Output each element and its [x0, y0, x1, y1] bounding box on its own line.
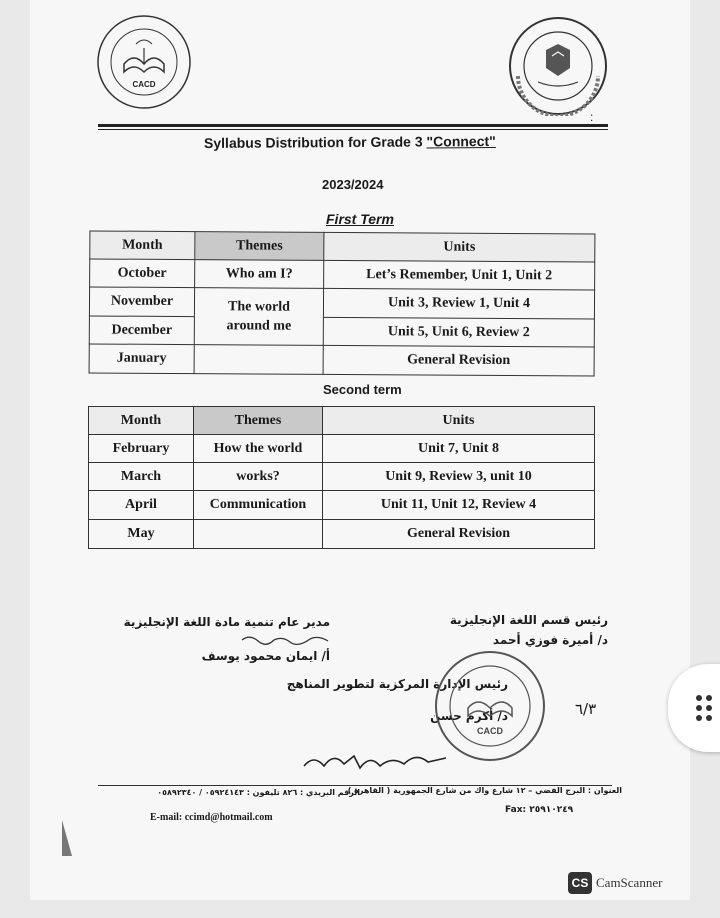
theme-cell-empty [194, 520, 323, 549]
header-units: Units [323, 407, 595, 435]
theme-line: The world [228, 299, 290, 315]
stamp-label: CACD [477, 726, 503, 736]
table-row [90, 259, 595, 290]
units-cell: General Revision [323, 345, 594, 376]
theme-cell: Communication [194, 491, 323, 520]
units-cell: Unit 9, Review 3, unit 10 [323, 463, 595, 491]
table-header-row [90, 231, 595, 262]
units-cell: Unit 7, Unit 8 [323, 435, 595, 463]
signature-title: مدير عام تنمية مادة اللغة الإنجليزية [123, 615, 330, 629]
units-cell: Let’s Remember, Unit 1, Unit 2 [324, 260, 595, 290]
month-cell: February [89, 435, 194, 463]
first-term-heading: First Term [326, 211, 394, 227]
signature-block-left [120, 612, 330, 666]
grid-dots-icon [695, 694, 713, 722]
month-cell: December [89, 316, 194, 345]
signature-title: رئيس قسم اللغة الإنجليزية [449, 613, 608, 627]
units-cell: General Revision [323, 520, 595, 549]
footer-email: E-mail: ccimd@hotmail.com [150, 812, 273, 823]
handwritten-signature [240, 632, 330, 646]
units-cell: Unit 3, Review 1, Unit 4 [323, 288, 594, 319]
units-cell: Unit 11, Unit 12, Review 4 [323, 491, 595, 520]
second-term-heading: Second term [323, 382, 402, 397]
table-row [89, 344, 594, 376]
header-themes: Themes [195, 232, 324, 261]
month-cell: October [90, 259, 195, 288]
footer-postal: الرقم البريدي : ٨٢٦ تليفون : ٠٥٩٢٤١٤٣ / ٠٥٨٩٢٣٤٠ [157, 788, 360, 797]
page-fold-mark [62, 820, 72, 856]
header-units: Units [324, 232, 595, 262]
table-row [89, 287, 594, 319]
title-prefix: Syllabus Distribution for Grade 3 [203, 133, 427, 152]
handwritten-signature-center [300, 748, 450, 774]
signature-title: رئيس الإدارة المركزية لتطوير المناهج [286, 677, 508, 691]
camscanner-label: CamScanner [596, 875, 663, 890]
ministry-logo [508, 16, 608, 116]
signature-name: د/ أميرة فوزي أحمد [492, 633, 608, 647]
table-header-row [89, 407, 595, 435]
month-cell: March [89, 463, 194, 491]
table-row [89, 435, 595, 463]
page-number: ٦/٣ [575, 700, 597, 718]
title-series: "Connect" [426, 132, 496, 150]
table-row [89, 520, 595, 549]
theme-cell-empty [194, 345, 323, 375]
header-rule [98, 124, 608, 127]
month-cell: April [89, 491, 194, 520]
theme-line: around me [226, 318, 292, 334]
month-cell: May [89, 520, 194, 549]
table-row [89, 491, 595, 520]
header-themes: Themes [194, 407, 323, 435]
header-month: Month [90, 231, 195, 260]
table-row [89, 316, 594, 347]
camscanner-logo-icon: CS [568, 872, 592, 894]
footer-address: العنوان : البرج الفضي – ١٢ شارع واك من شارع الجمهورية ( القاهرة ) [347, 786, 622, 795]
cacd-logo-label: CACD [132, 80, 156, 89]
theme-cell: How the world [194, 435, 323, 463]
theme-cell: works? [194, 463, 323, 491]
signature-name: أ/ ايمان محمود يوسف [201, 649, 330, 663]
second-term-table [88, 406, 595, 549]
signature-name: د/ أكرم حسن [430, 709, 508, 723]
header-month: Month [89, 407, 194, 435]
theme-cell [194, 288, 323, 346]
first-term-table [89, 230, 596, 376]
month-cell: January [89, 344, 194, 374]
academic-year: 2023/2024 [322, 177, 384, 192]
units-cell: Unit 5, Unit 6, Review 2 [323, 317, 594, 347]
table-row [89, 463, 595, 491]
header-rule-thin [98, 129, 608, 130]
colon-mark: : [590, 110, 594, 124]
page-title [204, 133, 496, 151]
cacd-logo [96, 14, 192, 110]
month-cell: November [89, 287, 194, 317]
signature-block-right [400, 610, 608, 650]
camscanner-watermark [568, 872, 662, 894]
footer-fax: Fax: ٢٥٩١٠٢٤٩ [505, 805, 574, 815]
theme-cell: Who am I? [195, 260, 324, 289]
